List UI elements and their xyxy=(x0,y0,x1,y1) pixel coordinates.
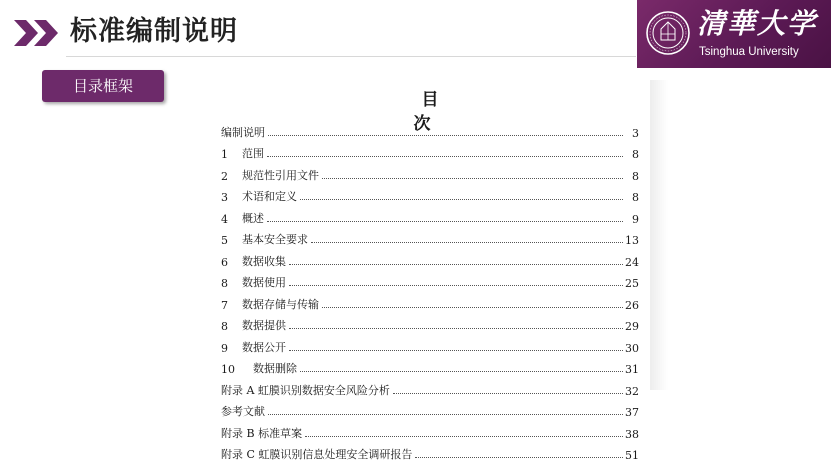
toc-entry-page: 8 xyxy=(632,191,639,204)
university-logo xyxy=(637,0,831,68)
toc-entry-page: 24 xyxy=(625,255,639,269)
toc-entry-page: 8 xyxy=(632,169,639,183)
toc-entry-label: 数据删除 xyxy=(253,362,297,375)
toc-entry xyxy=(221,161,639,183)
toc-entry xyxy=(221,247,639,269)
toc-entry-page: 37 xyxy=(625,406,639,419)
toc-entry xyxy=(221,312,639,334)
toc-dot-leader xyxy=(322,178,623,179)
logo-english-text: Tsinghua University xyxy=(699,46,799,58)
toc-entry-label: 附录 B 标准草案 xyxy=(221,426,303,440)
toc-entry-label: 附录 C 虹膜识别信息处理安全调研报告 xyxy=(221,448,413,461)
toc-entry-page: 26 xyxy=(625,298,639,312)
toc-entry-label: 数据收集 xyxy=(242,254,286,268)
toc-dot-leader xyxy=(267,221,623,222)
toc-entry-page: 29 xyxy=(625,320,639,333)
toc-dot-leader xyxy=(393,393,623,394)
toc-entry-number: 4 xyxy=(221,212,228,226)
toc-entry-page: 9 xyxy=(632,212,639,226)
slide-header xyxy=(0,0,831,68)
toc-entry xyxy=(221,183,639,205)
toc-entry-number: 8 xyxy=(221,277,228,290)
toc-entry-label: 规范性引用文件 xyxy=(242,168,319,182)
toc-entry-number: 5 xyxy=(221,234,228,247)
toc-entry-page: 31 xyxy=(625,363,639,376)
toc-entry-page: 8 xyxy=(632,148,639,161)
toc-entry-number: 7 xyxy=(221,298,228,312)
toc-entry xyxy=(221,204,639,226)
toc-entry-label: 数据公开 xyxy=(242,340,286,354)
toc-dot-leader xyxy=(311,242,623,243)
toc-entry-page: 38 xyxy=(625,427,639,441)
toc-entry-label: 术语和定义 xyxy=(242,190,297,203)
toc-entry-label: 基本安全要求 xyxy=(242,233,308,246)
toc-dot-leader xyxy=(267,156,623,157)
toc-entry-page: 30 xyxy=(625,341,639,355)
toc-entry-label: 范围 xyxy=(242,147,264,160)
table-of-contents xyxy=(221,118,639,462)
toc-entry xyxy=(221,333,639,355)
toc-entry-page: 51 xyxy=(625,449,639,462)
toc-entry-page: 13 xyxy=(625,234,639,247)
toc-entry xyxy=(221,398,639,420)
toc-dot-leader xyxy=(268,135,623,136)
toc-dot-leader xyxy=(289,350,623,351)
toc-entry-label: 参考文献 xyxy=(221,405,265,418)
section-badge: 目录框架 xyxy=(42,70,164,102)
toc-entry-page: 32 xyxy=(625,384,639,398)
toc-heading: 目 次 xyxy=(413,90,455,134)
toc-entry-number: 1 xyxy=(221,148,228,161)
toc-entry xyxy=(221,376,639,398)
document-page-shadow xyxy=(650,80,668,390)
toc-entry-label: 数据提供 xyxy=(242,319,286,332)
toc-dot-leader xyxy=(289,285,623,286)
logo-chinese-text: 清華大学 xyxy=(697,7,818,40)
toc-dot-leader xyxy=(300,199,623,200)
toc-entry-number: 3 xyxy=(221,191,228,204)
toc-dot-leader xyxy=(300,371,623,372)
toc-dot-leader xyxy=(289,264,623,265)
toc-dot-leader xyxy=(305,436,623,437)
toc-entry-number: 9 xyxy=(221,341,228,355)
toc-entry xyxy=(221,118,639,140)
toc-entry-label: 数据使用 xyxy=(242,276,286,289)
toc-entry xyxy=(221,419,639,441)
toc-entry xyxy=(221,441,639,463)
header-divider xyxy=(66,56,636,57)
toc-entry-label: 概述 xyxy=(242,211,264,225)
toc-entry xyxy=(221,290,639,312)
toc-dot-leader xyxy=(415,457,623,458)
toc-entry xyxy=(221,269,639,291)
toc-entry-number: 10 xyxy=(221,363,235,376)
toc-entry-label: 附录 A 虹膜识别数据安全风险分析 xyxy=(221,383,390,397)
chevron-right-icon xyxy=(14,18,62,48)
toc-entry-page: 3 xyxy=(632,126,639,140)
toc-entry-number: 8 xyxy=(221,320,228,333)
toc-dot-leader xyxy=(268,414,623,415)
toc-entry-number: 6 xyxy=(221,255,228,269)
toc-entry xyxy=(221,226,639,248)
university-seal-icon xyxy=(645,10,691,56)
toc-entry-label: 数据存储与传输 xyxy=(242,297,319,311)
toc-entry-number: 2 xyxy=(221,169,228,183)
page-title: 标准编制说明 xyxy=(70,16,238,47)
toc-entry-page: 25 xyxy=(625,277,639,290)
toc-dot-leader xyxy=(289,328,623,329)
toc-entry xyxy=(221,355,639,377)
toc-dot-leader xyxy=(322,307,623,308)
toc-entry xyxy=(221,140,639,162)
toc-entry-label: 编制说明 xyxy=(221,125,265,139)
